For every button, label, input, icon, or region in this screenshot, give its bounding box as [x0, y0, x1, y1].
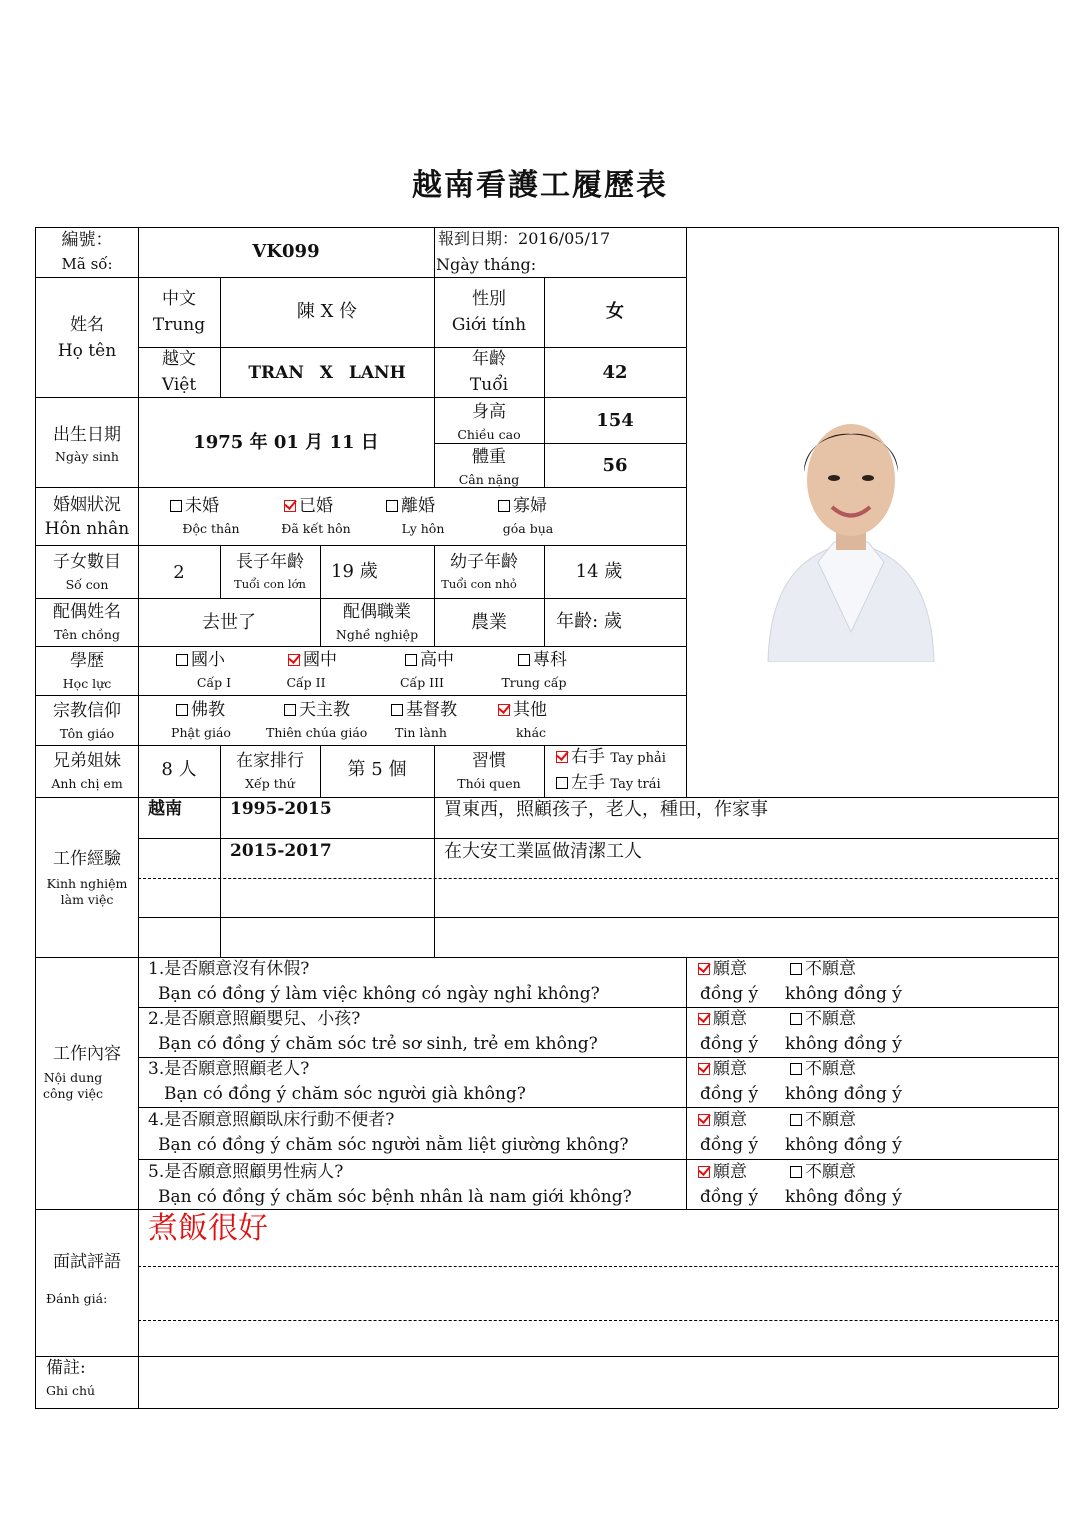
- yes-label-zh: 願意: [713, 959, 747, 979]
- weight-label-vn: Cân nặng: [458, 472, 520, 487]
- grid-line: [320, 545, 321, 598]
- age-label-zh: 年齡: [472, 349, 506, 369]
- education-option-label-vn: Trung cấp: [501, 675, 567, 690]
- grid-line: [138, 838, 1058, 839]
- marital-option-3: [386, 497, 435, 517]
- rank-label-vn: Xếp thứ: [245, 776, 295, 791]
- education-checkbox-1[interactable]: [176, 654, 188, 666]
- answer-yes: [698, 1010, 747, 1030]
- no-checkbox[interactable]: [790, 1013, 802, 1025]
- work-label-vn: Kinh nghiệm làm việc: [46, 876, 128, 908]
- question-zh: 4.是否願意照顧臥床行動不便者?: [148, 1110, 395, 1130]
- marital-option-label-zh: 離婚: [401, 496, 435, 516]
- birth-value: 1975 年 01 月 11 日: [193, 432, 379, 453]
- eldest-label-vn: Tuổi con lớn: [234, 577, 306, 591]
- grid-line: [138, 917, 1058, 918]
- name-vn-label-vn: Việt: [161, 375, 197, 395]
- question-zh: 2.是否願意照顧嬰兒、小孩?: [148, 1009, 361, 1029]
- name-label-vn: Họ tên: [57, 341, 117, 361]
- height-value: 154: [596, 410, 634, 431]
- yes-label-vn: đồng ý: [700, 1135, 759, 1155]
- no-label-zh: 不願意: [805, 1162, 856, 1182]
- marital-option-2: [284, 497, 333, 517]
- education-option-1: [176, 651, 225, 671]
- work-period: 2015-2017: [230, 841, 332, 861]
- no-checkbox[interactable]: [790, 1063, 802, 1075]
- page-title: 越南看護工履歷表: [412, 168, 668, 203]
- grid-line: [434, 443, 686, 444]
- rank-label-zh: 在家排行: [236, 751, 304, 771]
- habit-left: [556, 774, 661, 794]
- no-label-zh: 不願意: [805, 1110, 856, 1130]
- grid-line: [220, 797, 221, 957]
- spouse-label-zh: 配偶姓名: [53, 602, 121, 622]
- yes-checkbox[interactable]: [698, 1013, 710, 1025]
- report-date-label: 報到日期：: [438, 229, 519, 248]
- religion-label-zh: 宗教信仰: [53, 701, 121, 721]
- education-option-3: [405, 651, 454, 671]
- answer-no: [790, 1163, 856, 1183]
- spouse-label-vn: Tên chồng: [54, 627, 120, 642]
- marital-option-label-zh: 未婚: [185, 496, 219, 516]
- grid-line: [35, 1408, 1058, 1409]
- education-option-label-zh: 高中: [420, 650, 454, 670]
- birth-label-vn: Ngày sinh: [55, 449, 119, 464]
- work-period: 1995-2015: [230, 799, 332, 819]
- eldest-label-zh: 長子年齡: [236, 552, 304, 572]
- yes-checkbox[interactable]: [698, 963, 710, 975]
- remarks-label-vn: Ghi chú: [46, 1383, 96, 1398]
- siblings-label-vn: Anh chị em: [51, 776, 123, 791]
- grid-line: [138, 1159, 1058, 1160]
- grid-line: [1058, 227, 1059, 1408]
- gender-label-zh: 性別: [472, 289, 506, 309]
- religion-option-label-vn: Thiên chúa giáo: [266, 725, 368, 740]
- age-value: 42: [602, 362, 628, 383]
- answer-yes: [698, 960, 747, 980]
- marital-option-label-vn: Đã kết hôn: [281, 521, 351, 536]
- marital-option-label-vn: Ly hôn: [401, 521, 445, 536]
- habit-left-zh: 左手: [571, 773, 605, 793]
- id-label-zh: 編號：: [61, 230, 113, 250]
- no-checkbox[interactable]: [790, 1114, 802, 1126]
- remarks-label-zh: 備註:: [46, 1358, 86, 1378]
- question-vn: Bạn có đồng ý làm việc không có ngày nghỉ không?: [158, 984, 600, 1004]
- work-country: 越南: [148, 799, 182, 819]
- job-content-label-vn: Nội dung công việc: [42, 1070, 103, 1102]
- education-option-label-zh: 國中: [303, 650, 337, 670]
- education-option-label-vn: Cấp II: [286, 675, 326, 690]
- religion-option-1: [176, 701, 225, 721]
- evaluation-value: 煮飯很好: [148, 1211, 268, 1246]
- name-vn-value: TRAN X LANH: [248, 363, 406, 383]
- weight-value: 56: [602, 455, 628, 476]
- name-zh-label: 中文: [162, 289, 196, 309]
- grid-line: [138, 227, 139, 1408]
- youngest-label-zh: 幼子年齡: [450, 552, 518, 572]
- work-label-zh: 工作經驗: [53, 849, 121, 869]
- left-hand-checkbox[interactable]: [556, 777, 568, 789]
- religion-option-label-zh: 天主教: [299, 700, 350, 720]
- education-checkbox-2[interactable]: [288, 654, 300, 666]
- education-option-label-vn: Cấp I: [196, 675, 232, 690]
- yes-label-zh: 願意: [713, 1059, 747, 1079]
- no-label-vn: không đồng ý: [785, 1187, 902, 1207]
- question-zh: 3.是否願意照顧老人?: [148, 1059, 310, 1079]
- grid-line: [35, 277, 138, 278]
- education-option-label-zh: 專科: [533, 650, 567, 670]
- religion-option-label-zh: 佛教: [191, 700, 225, 720]
- name-zh-label-vn: Trung: [152, 315, 206, 335]
- eldest-value: 19 歲: [331, 561, 378, 582]
- yes-label-vn: đồng ý: [700, 1187, 759, 1207]
- marital-label-vn: Hôn nhân: [44, 519, 130, 539]
- question-vn: Bạn có đồng ý chăm sóc người già không?: [164, 1084, 526, 1104]
- yes-label-vn: đồng ý: [700, 1084, 759, 1104]
- grid-line: [35, 487, 686, 488]
- height-label-vn: Chiều cao: [457, 427, 521, 442]
- yes-label-zh: 願意: [713, 1162, 747, 1182]
- report-date: [438, 230, 610, 248]
- religion-option-label-zh: 基督教: [406, 700, 457, 720]
- name-vn-label: 越文: [162, 349, 196, 369]
- religion-option-label-vn: Phật giáo: [171, 725, 231, 740]
- grid-line: [35, 598, 686, 599]
- habit-label-vn: Thói quen: [457, 776, 521, 791]
- height-label-zh: 身高: [472, 402, 506, 422]
- habit-left-vn: Tay trái: [610, 777, 661, 792]
- id-value: VK099: [252, 241, 320, 262]
- siblings-value: 8 人: [161, 759, 197, 780]
- grid-line: [35, 227, 36, 1408]
- education-label-zh: 學歷: [70, 651, 104, 671]
- marital-checkbox-2[interactable]: [284, 500, 296, 512]
- grid-line: [544, 745, 545, 797]
- habit-right-vn: Tay phải: [610, 751, 666, 766]
- grid-line: [35, 695, 686, 696]
- answer-no: [790, 1060, 856, 1080]
- marital-checkbox-3[interactable]: [386, 500, 398, 512]
- birth-label-zh: 出生日期: [53, 425, 121, 445]
- spouse-age: 年齡: 歲: [556, 611, 622, 632]
- grid-line: [138, 347, 686, 348]
- yes-label-vn: đồng ý: [700, 984, 759, 1004]
- yes-label-zh: 願意: [713, 1110, 747, 1130]
- work-desc: 在大安工業區做清潔工人: [444, 841, 642, 862]
- yes-checkbox[interactable]: [698, 1063, 710, 1075]
- spouse-job-label-zh: 配偶職業: [343, 602, 411, 622]
- no-label-vn: không đồng ý: [785, 1135, 902, 1155]
- religion-label-vn: Tôn giáo: [59, 726, 115, 741]
- no-checkbox[interactable]: [790, 1166, 802, 1178]
- job-content-label-zh: 工作內容: [53, 1044, 121, 1064]
- education-option-4: [518, 651, 567, 671]
- religion-checkbox-4[interactable]: [498, 704, 510, 716]
- answer-no: [790, 960, 856, 980]
- answer-yes: [698, 1163, 747, 1183]
- marital-option-label-vn: Độc thân: [182, 521, 240, 536]
- name-zh-value: 陳 X 伶: [296, 301, 358, 322]
- grid-line: [138, 878, 1058, 879]
- work-desc: 買東西，照顧孩子，老人，種田，作家事: [444, 799, 768, 820]
- religion-option-3: [391, 701, 457, 721]
- grid-line: [138, 1320, 1058, 1321]
- habit-right: [556, 748, 666, 768]
- marital-option-4: [498, 497, 547, 517]
- question-vn: Bạn có đồng ý chăm sóc trẻ sơ sinh, trẻ em không?: [158, 1034, 598, 1054]
- evaluation-label-vn: Đánh giá:: [46, 1291, 108, 1306]
- spouse-job-label-vn: Nghề nghiệp: [335, 627, 419, 642]
- grid-line: [35, 545, 686, 546]
- report-date-label-vn: Ngày tháng:: [436, 255, 537, 274]
- grid-line: [138, 1107, 1058, 1108]
- question-vn: Bạn có đồng ý chăm sóc người nằm liệt giường không?: [158, 1135, 629, 1155]
- gender-value: 女: [606, 301, 624, 322]
- habit-right-zh: 右手: [571, 747, 605, 767]
- gender-label-vn: Giới tính: [451, 315, 527, 335]
- yes-checkbox[interactable]: [698, 1114, 710, 1126]
- religion-option-label-zh: 其他: [513, 700, 547, 720]
- name-label-zh: 姓名: [70, 315, 104, 335]
- education-option-2: [288, 651, 337, 671]
- no-label-zh: 不願意: [805, 959, 856, 979]
- religion-option-label-vn: khác: [515, 725, 547, 740]
- no-label-zh: 不願意: [805, 1059, 856, 1079]
- religion-option-label-vn: Tin lành: [395, 725, 447, 740]
- marital-checkbox-1[interactable]: [170, 500, 182, 512]
- religion-checkbox-2[interactable]: [284, 704, 296, 716]
- right-hand-checkbox[interactable]: [556, 751, 568, 763]
- youngest-label-vn: Tuổi con nhỏ: [441, 577, 517, 591]
- children-label-zh: 子女數目: [53, 552, 121, 572]
- education-option-label-zh: 國小: [191, 650, 225, 670]
- yes-label-vn: đồng ý: [700, 1034, 759, 1054]
- religion-option-2: [284, 701, 350, 721]
- evaluation-label-zh: 面試評語: [53, 1252, 121, 1272]
- age-label-vn: Tuổi: [469, 375, 509, 395]
- weight-label-zh: 體重: [472, 447, 506, 467]
- marital-label-zh: 婚姻狀況: [53, 495, 121, 515]
- no-label-vn: không đồng ý: [785, 984, 902, 1004]
- grid-line: [35, 646, 686, 647]
- report-date-value: 2016/05/17: [518, 229, 611, 248]
- no-label-zh: 不願意: [805, 1009, 856, 1029]
- children-value: 2: [173, 562, 185, 583]
- marital-option-label-zh: 寡婦: [513, 496, 547, 516]
- grid-line: [35, 397, 686, 398]
- habit-label-zh: 習慣: [472, 751, 506, 771]
- children-label-vn: Số con: [65, 577, 109, 592]
- answer-no: [790, 1111, 856, 1131]
- no-label-vn: không đồng ý: [785, 1034, 902, 1054]
- question-zh: 1.是否願意沒有休假?: [148, 959, 310, 979]
- yes-checkbox[interactable]: [698, 1166, 710, 1178]
- answer-yes: [698, 1111, 747, 1131]
- question-zh: 5.是否願意照顧男性病人?: [148, 1162, 344, 1182]
- grid-line: [434, 797, 435, 957]
- answer-yes: [698, 1060, 747, 1080]
- religion-option-4: [498, 701, 547, 721]
- grid-line: [686, 957, 687, 1209]
- marital-checkbox-4[interactable]: [498, 500, 510, 512]
- id-label-vn: Mã số:: [61, 255, 113, 273]
- applicant-photo: [748, 392, 954, 662]
- religion-checkbox-1[interactable]: [176, 704, 188, 716]
- siblings-label-zh: 兄弟姐妹: [53, 751, 121, 771]
- answer-no: [790, 1010, 856, 1030]
- grid-line: [686, 227, 687, 797]
- marital-option-label-vn: góa bụa: [502, 521, 554, 536]
- grid-line: [138, 1266, 1058, 1267]
- spouse-job-value: 農業: [471, 612, 507, 633]
- education-checkbox-3[interactable]: [405, 654, 417, 666]
- rank-value: 第 5 個: [347, 759, 407, 780]
- marital-option-label-zh: 已婚: [299, 496, 333, 516]
- no-checkbox[interactable]: [790, 963, 802, 975]
- education-label-vn: Học lực: [62, 676, 112, 691]
- no-label-vn: không đồng ý: [785, 1084, 902, 1104]
- yes-label-zh: 願意: [713, 1009, 747, 1029]
- education-option-label-vn: Cấp III: [399, 675, 444, 690]
- religion-checkbox-3[interactable]: [391, 704, 403, 716]
- grid-line: [35, 1356, 1058, 1357]
- marital-option-1: [170, 497, 219, 517]
- education-checkbox-4[interactable]: [518, 654, 530, 666]
- question-vn: Bạn có đồng ý chăm sóc bệnh nhân là nam giới không?: [158, 1187, 632, 1207]
- spouse-value: 去世了: [202, 612, 256, 633]
- youngest-value: 14 歲: [575, 561, 623, 582]
